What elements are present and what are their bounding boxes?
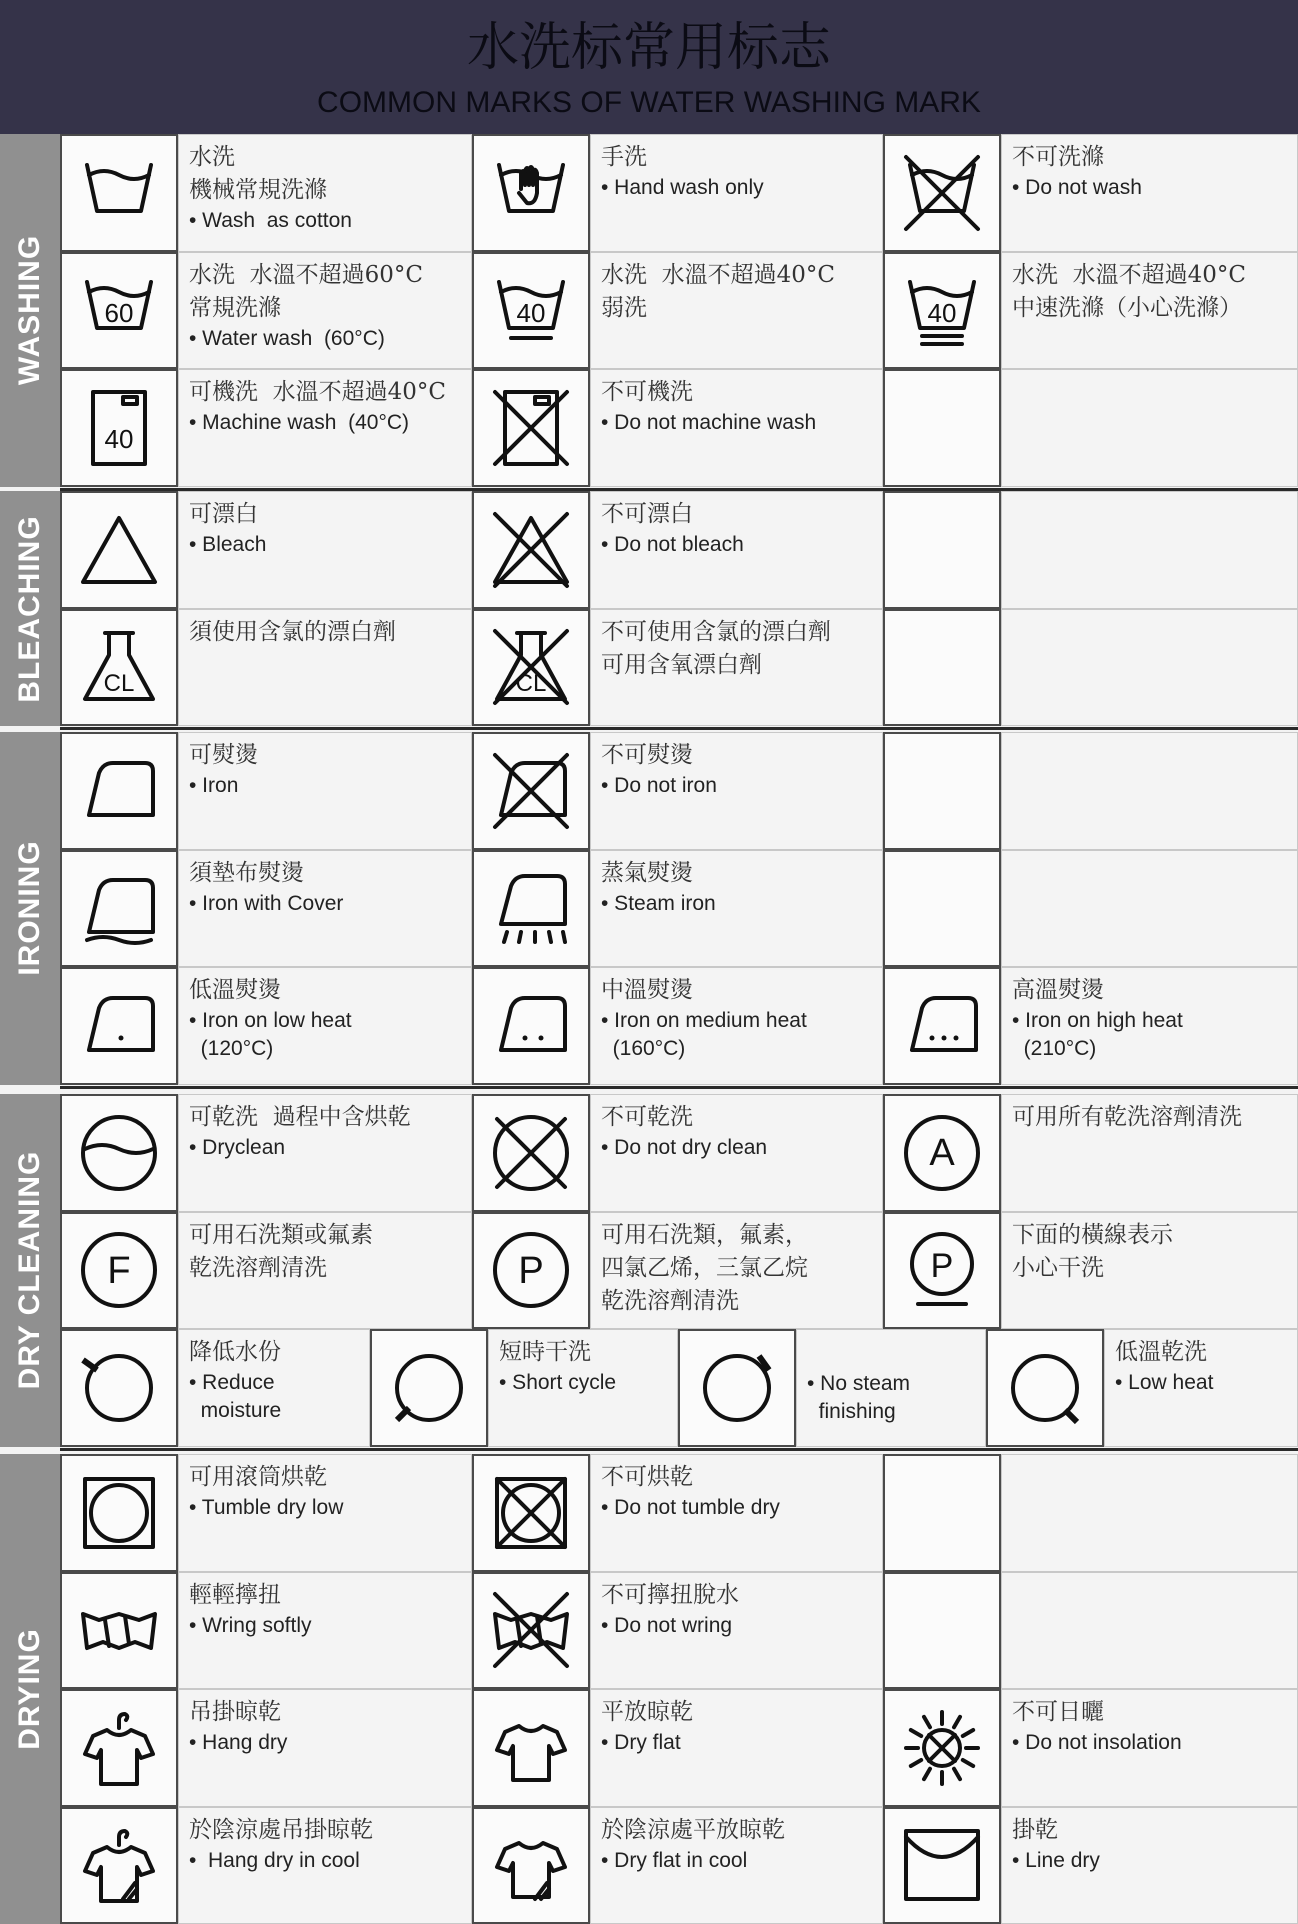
- label-en: • Tumble dry low: [189, 1494, 461, 1522]
- description-cell: [1001, 967, 1298, 1085]
- description-cell: [178, 850, 472, 968]
- section-sidebar: [0, 134, 60, 487]
- symbol-cell: [472, 1094, 590, 1212]
- description-cell: [178, 967, 472, 1085]
- label-zh: 不可日曬: [1012, 1696, 1287, 1729]
- section-grid: [60, 1094, 1298, 1447]
- label-en: • Do not dry clean: [601, 1134, 872, 1162]
- section-bleaching: [0, 491, 1298, 726]
- symbol-cell: [883, 1212, 1001, 1330]
- description-cell: [178, 1094, 472, 1212]
- label-en: • Hang dry: [189, 1729, 461, 1757]
- section-divider: [60, 1448, 1298, 1451]
- label-zh: 可乾洗 過程中含烘乾: [189, 1101, 461, 1134]
- label-zh: 不可使用含氯的漂白劑 可用含氧漂白劑: [601, 616, 872, 682]
- label-zh: 可用滾筒烘乾: [189, 1461, 461, 1494]
- symbol-cell: [60, 1572, 178, 1690]
- section-washing: [0, 134, 1298, 487]
- description-cell: [1104, 1329, 1298, 1447]
- symbol-cell: [678, 1329, 796, 1447]
- label-en: • Iron: [189, 772, 461, 800]
- section-label: DRY CLEANING: [13, 1151, 47, 1390]
- description-cell: [1001, 252, 1298, 370]
- page-subtitle: COMMON MARKS OF WATER WASHING MARK: [0, 84, 1298, 122]
- description-cell: [488, 1329, 678, 1447]
- label-zh: 不可洗滌: [1012, 141, 1287, 174]
- section-label: WASHING: [13, 235, 47, 385]
- symbol-cell: [60, 369, 178, 487]
- symbol-cell: [60, 967, 178, 1085]
- symbol-cell: [883, 1454, 1001, 1572]
- label-zh: 可熨燙: [189, 739, 461, 772]
- label-en: • Do not wash: [1012, 174, 1287, 202]
- description-cell: [1001, 1212, 1298, 1330]
- svg-text:60: 60: [105, 298, 134, 328]
- label-zh: 於陰涼處平放晾乾: [601, 1814, 872, 1847]
- description-cell: [178, 1572, 472, 1690]
- label-en: • Do not machine wash: [601, 409, 872, 437]
- page-title: 水洗标常用标志: [0, 16, 1298, 80]
- symbol-cell: [60, 1094, 178, 1212]
- description-cell: [178, 1807, 472, 1924]
- label-zh: 可用石洗類或氟素 乾洗溶劑清洗: [189, 1219, 461, 1285]
- symbol-cell: [60, 1689, 178, 1807]
- symbol-cell: [60, 1454, 178, 1572]
- label-en: • Low heat: [1115, 1369, 1287, 1397]
- description-cell: [590, 732, 883, 850]
- label-en: • Iron with Cover: [189, 890, 461, 918]
- marks-table: [0, 134, 1298, 1920]
- description-cell: [590, 1212, 883, 1330]
- symbol-cell: [883, 1689, 1001, 1807]
- label-zh: 不可熨燙: [601, 739, 872, 772]
- label-zh: 可用石洗類，氟素， 四氯乙烯，三氯乙烷 乾洗溶劑清洗: [601, 1219, 872, 1318]
- description-cell: [1001, 134, 1298, 252]
- description-cell: [590, 252, 883, 370]
- symbol-cell: [472, 1689, 590, 1807]
- svg-text:CL: CL: [516, 670, 547, 697]
- label-zh: 中溫熨燙: [601, 974, 872, 1007]
- label-en: • Do not tumble dry: [601, 1494, 872, 1522]
- label-en: • Wash as cotton: [189, 207, 461, 235]
- section-drying: [0, 1454, 1298, 1924]
- svg-text:40: 40: [928, 298, 957, 328]
- label-en: • Iron on medium heat (160°C): [601, 1007, 872, 1063]
- symbol-cell: [472, 1212, 590, 1330]
- symbol-cell: [472, 1572, 590, 1690]
- description-cell: [590, 369, 883, 487]
- symbol-cell: [60, 609, 178, 727]
- svg-text:CL: CL: [104, 670, 135, 697]
- label-zh: 水洗 水溫不超過40°C 中速洗滌（小心洗滌）: [1012, 259, 1287, 325]
- symbol-cell: [883, 850, 1001, 968]
- symbol-cell: [472, 732, 590, 850]
- symbol-cell: [60, 1329, 178, 1447]
- description-cell: [590, 1094, 883, 1212]
- section-ironing: [0, 732, 1298, 1085]
- symbol-cell: [883, 1807, 1001, 1924]
- description-cell: [590, 1572, 883, 1690]
- description-cell: [1001, 1094, 1298, 1212]
- description-cell: [590, 134, 883, 252]
- description-cell: [178, 1454, 472, 1572]
- section-label: IRONING: [13, 841, 47, 976]
- description-cell: [590, 850, 883, 968]
- symbol-cell: [60, 850, 178, 968]
- label-en: • Do not insolation: [1012, 1729, 1287, 1757]
- label-zh: 手洗: [601, 141, 872, 174]
- section-sidebar: [0, 491, 60, 726]
- symbol-cell: [472, 967, 590, 1085]
- label-en: • Machine wash (40°C): [189, 409, 461, 437]
- label-en: • Bleach: [189, 531, 461, 559]
- label-en: • Dryclean: [189, 1134, 461, 1162]
- description-cell: [178, 609, 472, 727]
- symbol-cell: [60, 491, 178, 609]
- symbol-cell: [472, 252, 590, 370]
- symbol-cell: [883, 967, 1001, 1085]
- symbol-cell: [370, 1329, 488, 1447]
- symbol-cell: [883, 134, 1001, 252]
- description-cell: [1001, 1807, 1298, 1924]
- symbol-cell: [60, 134, 178, 252]
- description-cell: [1001, 491, 1298, 609]
- label-zh: 輕輕擰扭: [189, 1579, 461, 1612]
- description-cell: [1001, 1454, 1298, 1572]
- label-zh: 降低水份: [189, 1336, 359, 1369]
- label-en: • Wring softly: [189, 1612, 461, 1640]
- symbol-cell: [472, 491, 590, 609]
- symbol-cell: [883, 369, 1001, 487]
- section-divider: [60, 1086, 1298, 1089]
- svg-text:A: A: [929, 1132, 955, 1174]
- label-zh: 下面的橫線表示 小心干洗: [1012, 1219, 1287, 1285]
- label-en: • No steam finishing: [807, 1370, 975, 1426]
- symbol-cell: [883, 609, 1001, 727]
- description-cell: [178, 732, 472, 850]
- description-cell: [178, 252, 472, 370]
- symbol-cell: [60, 252, 178, 370]
- label-en: • Short cycle: [499, 1369, 667, 1397]
- label-en: • Hang dry in cool: [189, 1847, 461, 1875]
- label-en: • Do not wring: [601, 1612, 872, 1640]
- description-cell: [590, 1689, 883, 1807]
- symbol-cell: [60, 1807, 178, 1924]
- description-cell: [178, 1329, 370, 1447]
- description-cell: [796, 1329, 986, 1447]
- symbol-cell: [883, 1094, 1001, 1212]
- symbol-cell: [472, 850, 590, 968]
- section-sidebar: [0, 1454, 60, 1924]
- label-zh: 掛乾: [1012, 1814, 1287, 1847]
- label-zh: 短時干洗: [499, 1336, 667, 1369]
- description-cell: [178, 369, 472, 487]
- description-cell: [590, 1807, 883, 1924]
- label-zh: 吊掛晾乾: [189, 1696, 461, 1729]
- description-cell: [178, 134, 472, 252]
- symbol-cell: [472, 1454, 590, 1572]
- label-zh: 可漂白: [189, 498, 461, 531]
- label-en: • Line dry: [1012, 1847, 1287, 1875]
- description-cell: [1001, 369, 1298, 487]
- label-zh: 須使用含氯的漂白劑: [189, 616, 461, 649]
- label-zh: 須墊布熨燙: [189, 857, 461, 890]
- symbol-cell: [883, 732, 1001, 850]
- label-zh: 不可漂白: [601, 498, 872, 531]
- symbol-cell: [883, 1572, 1001, 1690]
- label-en: • Water wash (60°C): [189, 325, 461, 353]
- section-sidebar: [0, 732, 60, 1085]
- label-zh: 水洗 機械常規洗滌: [189, 141, 461, 207]
- label-zh: 可用所有乾洗溶劑清洗: [1012, 1101, 1287, 1134]
- symbol-cell: [986, 1329, 1104, 1447]
- label-en: • Reduce moisture: [189, 1369, 359, 1425]
- section-sidebar: [0, 1094, 60, 1447]
- symbol-cell: [472, 134, 590, 252]
- svg-text:F: F: [107, 1250, 130, 1292]
- symbol-cell: [472, 1807, 590, 1924]
- label-en: • Do not bleach: [601, 531, 872, 559]
- label-zh: 蒸氣熨燙: [601, 857, 872, 890]
- label-zh: 於陰涼處吊掛晾乾: [189, 1814, 461, 1847]
- section-grid: [60, 491, 1298, 726]
- svg-text:40: 40: [105, 424, 134, 454]
- label-zh: 不可烘乾: [601, 1461, 872, 1494]
- symbol-cell: [883, 252, 1001, 370]
- symbol-cell: [60, 1212, 178, 1330]
- section-grid: [60, 1454, 1298, 1924]
- description-cell: [1001, 850, 1298, 968]
- label-en: • Dry flat in cool: [601, 1847, 872, 1875]
- label-zh: 低溫熨燙: [189, 974, 461, 1007]
- symbol-cell: [883, 491, 1001, 609]
- description-cell: [1001, 1689, 1298, 1807]
- label-zh: 不可乾洗: [601, 1101, 872, 1134]
- label-zh: 可機洗 水溫不超過40°C: [189, 376, 461, 409]
- description-cell: [1001, 732, 1298, 850]
- description-cell: [590, 491, 883, 609]
- label-en: • Do not iron: [601, 772, 872, 800]
- label-zh: 低溫乾洗: [1115, 1336, 1287, 1369]
- description-cell: [590, 609, 883, 727]
- svg-text:P: P: [931, 1247, 954, 1285]
- label-en: • Iron on high heat (210°C): [1012, 1007, 1287, 1063]
- symbol-cell: [472, 369, 590, 487]
- section-divider: [60, 727, 1298, 730]
- label-zh: 平放晾乾: [601, 1696, 872, 1729]
- description-cell: [178, 1212, 472, 1330]
- section-dry-cleaning: [0, 1094, 1298, 1447]
- label-zh: 水洗 水溫不超過40°C 弱洗: [601, 259, 872, 325]
- section-label: DRYING: [13, 1628, 47, 1750]
- description-cell: [590, 1454, 883, 1572]
- description-cell: [178, 491, 472, 609]
- label-en: • Iron on low heat (120°C): [189, 1007, 461, 1063]
- symbol-cell: [60, 732, 178, 850]
- label-zh: 不可擰扭脫水: [601, 1579, 872, 1612]
- label-en: • Dry flat: [601, 1729, 872, 1757]
- section-grid: [60, 732, 1298, 1085]
- section-label: BLEACHING: [13, 515, 47, 702]
- description-cell: [590, 967, 883, 1085]
- label-zh: 高溫熨燙: [1012, 974, 1287, 1007]
- symbol-cell: [472, 609, 590, 727]
- section-grid: [60, 134, 1298, 487]
- svg-text:P: P: [518, 1250, 543, 1292]
- description-cell: [178, 1689, 472, 1807]
- svg-text:40: 40: [517, 298, 546, 328]
- label-zh: 不可機洗: [601, 376, 872, 409]
- description-cell: [1001, 1572, 1298, 1690]
- label-zh: 水洗 水溫不超過60°C 常規洗滌: [189, 259, 461, 325]
- label-en: • Steam iron: [601, 890, 872, 918]
- description-cell: [1001, 609, 1298, 727]
- label-en: • Hand wash only: [601, 174, 872, 202]
- page-header: [0, 0, 1298, 134]
